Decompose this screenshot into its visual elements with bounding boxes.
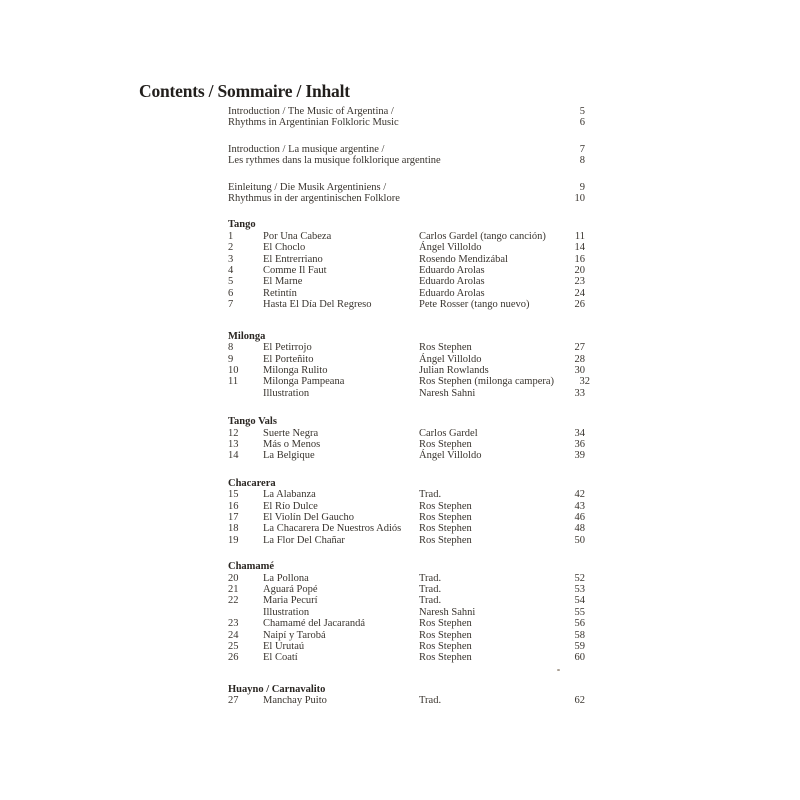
section	[228, 330, 591, 399]
piece-row	[228, 299, 585, 310]
piece-number: 12	[228, 427, 239, 439]
piece-composer: Ros Stephen	[419, 523, 472, 535]
piece-title: El Porteñito	[263, 353, 314, 365]
piece-page-number: 27	[574, 342, 585, 354]
piece-composer: Ángel Villoldo	[419, 242, 482, 254]
piece-page-number: 34	[574, 427, 585, 439]
piece-composer: Ros Stephen	[419, 438, 472, 450]
piece-composer: Ángel Villoldo	[419, 353, 482, 365]
piece-composer: Trad.	[419, 584, 442, 595]
piece-title: El Violín Del Gaucho	[263, 511, 355, 523]
piece-composer: Ros Stephen	[419, 652, 472, 664]
piece-number: 23	[228, 618, 239, 630]
page-title: Contents / Sommaire / Inhalt	[139, 80, 350, 101]
piece-number: 14	[228, 450, 239, 462]
piece-composer: Ros Stephen (milonga campera)	[419, 376, 555, 388]
piece-number: 22	[228, 595, 239, 607]
piece-title: Retintín	[263, 287, 297, 299]
piece-title: Aguará Popé	[263, 584, 318, 595]
intro-block	[228, 106, 585, 129]
piece-page-number: 43	[574, 500, 585, 512]
piece-row	[228, 388, 585, 399]
piece-title: Milonga Rulito	[263, 364, 328, 376]
intro-line	[228, 155, 585, 166]
piece-number: 5	[228, 276, 234, 288]
piece-number: 19	[228, 534, 239, 546]
piece-composer: Trad.	[419, 695, 442, 707]
piece-number: 20	[228, 572, 239, 584]
piece-number: 18	[228, 523, 239, 535]
piece-number: 2	[228, 242, 234, 254]
piece-composer: Ros Stephen	[419, 629, 472, 641]
piece-number: 16	[228, 500, 239, 512]
section-heading: Huayno / Carnavalito	[228, 683, 326, 695]
piece-number: 17	[228, 511, 239, 523]
piece-composer: Eduardo Arolas	[419, 287, 485, 299]
piece-title: Más o Menos	[263, 438, 321, 450]
intro-page-number: 6	[579, 117, 585, 129]
piece-row	[228, 365, 585, 376]
piece-page-number: 36	[574, 438, 585, 450]
scan-artifact-dot	[557, 669, 560, 671]
piece-title: Suerte Negra	[263, 427, 319, 439]
piece-title: El Marne	[263, 276, 303, 288]
intro-text: Einleitung / Die Musik Argentiniens /	[228, 181, 387, 193]
piece-number: 3	[228, 253, 234, 265]
piece-row	[228, 512, 585, 523]
piece-title: El Coatí	[263, 652, 298, 664]
piece-row	[228, 439, 585, 450]
piece-row	[228, 254, 585, 265]
piece-row	[228, 695, 585, 706]
piece-row	[228, 450, 585, 461]
piece-page-number: 26	[574, 299, 585, 311]
intro-text: Les rythmes dans la musique folklorique argentine	[228, 155, 441, 167]
piece-row	[228, 641, 585, 652]
piece-page-number: 20	[574, 265, 585, 277]
intro-page-number: 5	[579, 106, 585, 117]
intro-page-number: 10	[574, 193, 585, 205]
piece-page-number: 59	[574, 641, 585, 653]
piece-title: El Choclo	[263, 242, 306, 254]
intro-block	[228, 144, 585, 167]
piece-composer: Julian Rowlands	[419, 364, 489, 376]
piece-page-number: 58	[574, 629, 585, 641]
piece-row	[228, 618, 585, 629]
piece-composer: Ros Stephen	[419, 511, 472, 523]
piece-page-number: 39	[574, 450, 585, 462]
intro-line	[228, 117, 585, 128]
section	[228, 561, 585, 664]
piece-row	[228, 595, 585, 606]
intro-text: Rhythmus in der argentinischen Folklore	[228, 193, 400, 205]
piece-row	[228, 288, 585, 299]
piece-page-number: 55	[574, 606, 585, 618]
piece-title: El Río Dulce	[263, 500, 318, 512]
piece-number: 11	[228, 376, 239, 388]
piece-number: 6	[228, 287, 234, 299]
piece-title: Por Una Cabeza	[263, 230, 332, 242]
piece-row	[228, 523, 585, 534]
piece-composer: Trad.	[419, 572, 442, 584]
piece-row	[228, 535, 585, 546]
piece-title: La Chacarera De Nuestros Adiós	[263, 523, 402, 535]
piece-number: 7	[228, 299, 234, 311]
piece-composer: Trad.	[419, 489, 442, 501]
piece-page-number: 28	[574, 353, 585, 365]
piece-composer: Pete Rosser (tango nuevo)	[419, 299, 530, 311]
piece-number: 25	[228, 641, 239, 653]
section-heading: Chacarera	[228, 477, 276, 489]
piece-number: 21	[228, 584, 239, 595]
piece-number: 10	[228, 364, 239, 376]
piece-title: Hasta El Día Del Regreso	[263, 299, 372, 311]
piece-row	[228, 584, 585, 595]
piece-page-number: 48	[574, 523, 585, 535]
piece-composer: Naresh Sahni	[419, 387, 476, 399]
section	[228, 416, 585, 462]
piece-page-number: 54	[574, 595, 585, 607]
piece-page-number: 24	[574, 287, 585, 299]
intro-text: Introduction / La musique argentine /	[228, 143, 385, 155]
piece-title: Milonga Pampeana	[263, 376, 345, 388]
intro-list	[228, 106, 585, 204]
piece-composer: Ros Stephen	[419, 500, 472, 512]
piece-page-number: 16	[574, 253, 585, 265]
intro-page-number: 8	[579, 155, 585, 167]
section-heading: Chamamé	[228, 561, 275, 573]
piece-composer: Ros Stephen	[419, 641, 472, 653]
piece-title: Chamamé del Jacarandá	[263, 618, 366, 630]
piece-composer: Carlos Gardel	[419, 427, 478, 439]
piece-page-number: 60	[574, 652, 585, 664]
piece-page-number: 30	[574, 364, 585, 376]
piece-composer: Ros Stephen	[419, 534, 472, 546]
piece-title: Illustration	[263, 606, 310, 618]
contents-listing	[228, 106, 591, 707]
piece-number: 15	[228, 489, 239, 501]
piece-page-number: 32	[579, 376, 591, 388]
section	[228, 684, 585, 707]
piece-composer: Carlos Gardel (tango canción)	[419, 230, 546, 242]
piece-title: El Urutaú	[263, 641, 305, 653]
piece-page-number: 23	[574, 276, 585, 288]
piece-row	[228, 652, 585, 663]
piece-row	[228, 428, 585, 439]
piece-page-number: 46	[574, 511, 585, 523]
piece-row	[228, 231, 585, 242]
piece-row	[228, 354, 585, 365]
intro-text: Introduction / The Music of Argentina /	[228, 106, 394, 117]
intro-block	[228, 182, 585, 205]
piece-page-number: 62	[574, 695, 585, 707]
section-heading: Tango	[228, 219, 256, 231]
intro-text: Rhythms in Argentinian Folkloric Music	[228, 117, 399, 129]
piece-number: 8	[228, 342, 234, 354]
sections-list	[228, 219, 591, 707]
piece-row	[228, 630, 585, 641]
piece-row	[228, 276, 585, 287]
piece-composer: Eduardo Arolas	[419, 265, 485, 277]
intro-page-number: 7	[579, 143, 585, 155]
section	[228, 219, 585, 310]
piece-row	[228, 501, 585, 512]
intro-line	[228, 182, 585, 193]
piece-row	[228, 607, 585, 618]
piece-composer: Ángel Villoldo	[419, 450, 482, 462]
section	[228, 478, 585, 546]
piece-title: El Petirrojo	[263, 342, 312, 354]
piece-page-number: 42	[574, 489, 585, 501]
piece-number: 26	[228, 652, 239, 664]
piece-composer: Eduardo Arolas	[419, 276, 485, 288]
piece-page-number: 56	[574, 618, 585, 630]
piece-composer: Naresh Sahni	[419, 606, 476, 618]
piece-row	[228, 376, 591, 388]
piece-title: Manchay Puito	[263, 695, 327, 707]
piece-row	[228, 489, 585, 500]
piece-number: 27	[228, 695, 239, 707]
piece-number: 13	[228, 438, 239, 450]
piece-page-number: 50	[574, 534, 585, 546]
piece-title: Comme Il Faut	[263, 265, 327, 277]
section-heading: Tango Vals	[228, 416, 277, 428]
intro-line	[228, 144, 585, 155]
piece-row	[228, 242, 585, 253]
piece-title: Illustration	[263, 387, 310, 399]
piece-title: El Entrerriano	[263, 253, 323, 265]
intro-line	[228, 106, 585, 117]
piece-title: La Alabanza	[263, 489, 316, 501]
piece-title: La Pollona	[263, 572, 309, 584]
piece-number: 24	[228, 629, 239, 641]
piece-title: Naipí y Tarobá	[263, 629, 326, 641]
piece-number: 1	[228, 230, 234, 242]
intro-page-number: 9	[579, 181, 585, 193]
intro-line	[228, 193, 585, 204]
piece-title: La Flor Del Chañar	[263, 534, 345, 546]
piece-number: 9	[228, 353, 234, 365]
piece-page-number: 52	[574, 572, 585, 584]
piece-page-number: 11	[574, 230, 585, 242]
piece-row	[228, 265, 585, 276]
piece-composer: Ros Stephen	[419, 618, 472, 630]
section-heading: Milonga	[228, 330, 266, 342]
piece-composer: Rosendo Mendizábal	[419, 253, 508, 265]
piece-page-number: 14	[574, 242, 585, 254]
piece-row	[228, 573, 585, 584]
piece-title: Maria Pecurí	[263, 595, 318, 607]
piece-number: 4	[228, 265, 234, 277]
piece-row	[228, 342, 585, 353]
piece-page-number: 53	[574, 584, 585, 595]
piece-composer: Ros Stephen	[419, 342, 472, 354]
piece-title: La Belgique	[263, 450, 315, 462]
piece-composer: Trad.	[419, 595, 442, 607]
piece-page-number: 33	[574, 387, 585, 399]
